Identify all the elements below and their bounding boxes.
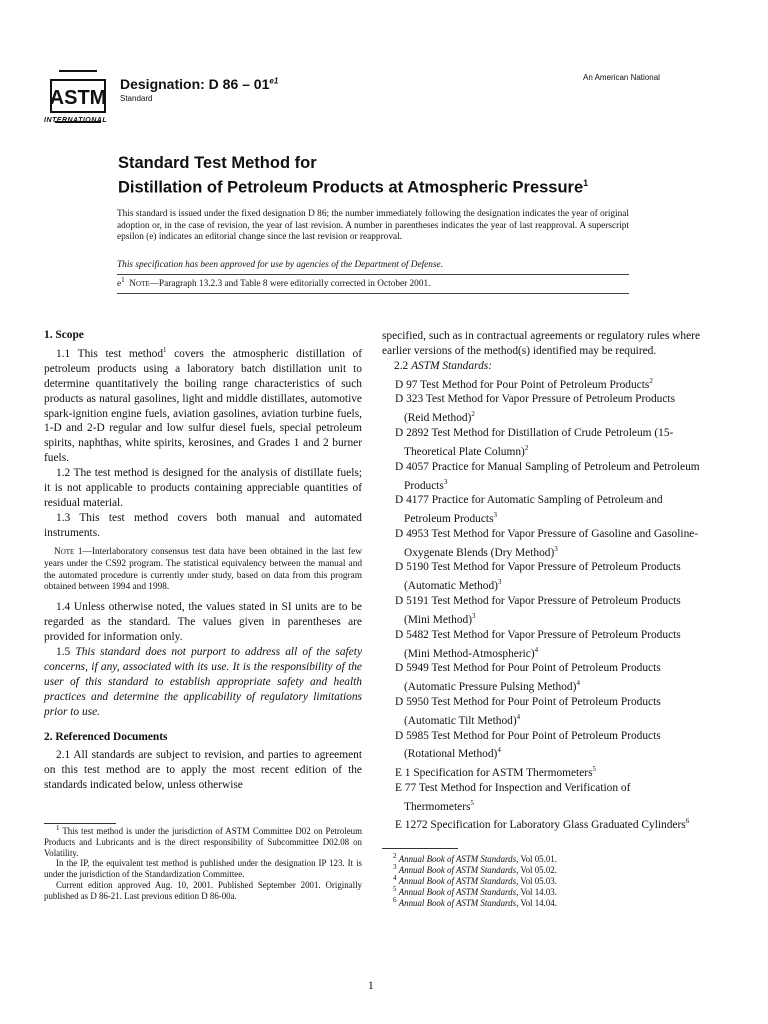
footnotes-left (44, 826, 362, 902)
footnote: $^5$ Annual Book of ASTM Standards, Vol 14.03. (393, 884, 557, 897)
footnote: $^6$ Annual Book of ASTM Standards, Vol 14.04. (393, 895, 557, 908)
editorial-note: $e^1$ Note—Paragraph 13.2.3 and Table 8 were editorially corrected in October 2001. (117, 275, 431, 289)
divider (117, 293, 629, 294)
standard-word: Standard (120, 94, 153, 103)
section-heading-referenced-documents: 2. Referenced Documents (44, 730, 168, 743)
dod-approval-statement: This specification has been approved for use by agencies of the Department of Defense. (117, 260, 444, 270)
reference-item: D 97 Test Method for Pour Point of Petroleum Products$^2$ (395, 376, 653, 391)
reference-item: D 5191 Test Method for Vapor Pressure of Petroleum Products (Mini Method)$^3$ (395, 595, 681, 626)
divider (117, 274, 629, 275)
paragraph-2-1: 2.1 All standards are subject to revision, and parties to agreement on this test method are to apply the most recent edition of the standards indicated below, unless otherwise (44, 749, 362, 792)
reference-item: D 4953 Test Method for Vapor Pressure of Gasoline and Gasoline-Oxygenate Blends (Dry Method)$^3$ (395, 527, 699, 559)
logo-text: ASTM (49, 87, 107, 109)
title-line1: Standard Test Method for (118, 154, 317, 172)
title-line2: Distillation of Petroleum Products at Atmospheric Pressure$^1$ (118, 178, 589, 197)
right-column (382, 329, 700, 833)
issuance-statement: This standard is issued under the fixed designation D 86; the number immediately following the designation indicates the year of original adoption or, in the case of revision, the year of last revision. A number in parentheses indicates the year of last reapproval. A superscript epsilon (e) indicates an editorial change since the last revision or reapproval. (117, 209, 629, 243)
footnote-rule (44, 823, 116, 824)
reference-item: E 1 Specification for ASTM Thermometers$^5$ (395, 765, 597, 779)
reference-item: D 5985 Test Method for Pour Point of Petroleum Products (Rotational Method)$^4$ (395, 729, 661, 761)
reference-item: D 4177 Practice for Automatic Sampling of Petroleum and Petroleum Products$^3$ (395, 494, 663, 525)
designation: Designation: D $86 - 01^{e1}$ (120, 76, 279, 92)
paragraph-1-1: 1.1 This test method$^1$ covers the atmospheric distillation of petroleum products using a laboratory batch distillation unit to determine quantitatively the boiling range characteristics of such products as natural gasolines, light and middle distillates, automotive spark-ignition engine fuels, aviation gasolines, aviation turbine fuels, 1-D and 2-D regular and low sulfur diesel fuels, special petroleum spirits, naphthas, white spirits, kerosines, and Grades 1 and 2 burner fuels. (44, 346, 362, 465)
footnotes-right (393, 854, 557, 909)
paragraph-1-5: 1.5 This standard does not purport to address all of the safety concerns, if any, associated with its use. It is the responsibility of the user of this standard to establish appropriate safety and health practices and determine the applicability of regulatory limitations prior to use. (44, 646, 362, 718)
reference-item: D 2892 Test Method for Distillation of Crude Petroleum (15-Theoretical Plate Column)$^2$ (395, 427, 674, 458)
footnote: $^1$ This test method is under the jurisdiction of ASTM Committee D02 on Petroleum Products and Lubricants and is the direct responsibility of Subcommittee D02.08 on Volatility. (44, 824, 362, 858)
reference-item: D 5190 Test Method for Vapor Pressure of Petroleum Products (Automatic Method)$^3$ (395, 561, 681, 593)
footnote: Current edition approved Aug. 10, 2001. Published September 2001. Originally published as D 86-21. Last previous edition D 86-00a. (44, 879, 362, 901)
reference-item: D 4057 Practice for Manual Sampling of Petroleum and Petroleum Products$^3$ (395, 460, 700, 492)
reference-item: E 1272 Specification for Laboratory Glass Graduated Cylinders$^6$ (395, 817, 690, 832)
note-1: Note 1—Interlaboratory consensus test data have been obtained in the last few years under the CS92 program. The statistical equivalency between the manual and the automated procedure is currently under study, based on data from this program obtained between 1994 and 1998. (44, 546, 362, 593)
reference-item: D 5949 Test Method for Pour Point of Petroleum Products (Automatic Pressure Pulsing Method)$^4$ (395, 662, 661, 693)
paragraph-1-3: 1.3 This test method covers both manual and automated instruments. (44, 511, 362, 539)
footnote: $^4$ Annual Book of ASTM Standards, Vol 05.03. (393, 873, 557, 886)
reference-item: E 77 Test Method for Inspection and Verification of Thermometers$^5$ (395, 781, 631, 813)
footnote: $^2$ Annual Book of ASTM Standards, Vol 05.01. (393, 852, 557, 864)
reference-item: D 323 Test Method for Vapor Pressure of Petroleum Products (Reid Method)$^2$ (395, 393, 676, 425)
paragraph-2-1-continued: specified, such as in contractual agreements or regulatory rules where earlier versions of the method(s) identified may be required. (382, 330, 700, 357)
section-heading-scope: 1. Scope (44, 329, 84, 341)
footnote-rule (382, 848, 458, 849)
reference-item: D 5482 Test Method for Vapor Pressure of Petroleum Products (Mini Method-Atmospheric)$^4$ (395, 628, 681, 660)
footnote: $^3$ Annual Book of ASTM Standards, Vol 05.02. (393, 862, 557, 875)
logo-subtext: INTERNATIONAL (44, 117, 108, 124)
left-column (44, 322, 362, 793)
astm-standards-list (382, 374, 700, 833)
reference-item: D 5950 Test Method for Pour Point of Petroleum Products (Automatic Tilt Method)$^4$ (395, 695, 661, 727)
paragraph-2-2: 2.2 ASTM Standards: (394, 359, 492, 372)
american-national-label: An American National (583, 73, 660, 82)
paragraph-1-2: 1.2 The test method is designed for the analysis of distillate fuels; it is not applicable to products containing appreciable quantities of residual material. (44, 467, 362, 509)
paragraph-1-4: 1.4 Unless otherwise noted, the values stated in SI units are to be regarded as the standard. The values given in parentheses are provided for information only. (44, 601, 362, 644)
page-number: 1 (368, 980, 374, 992)
footnote: In the IP, the equivalent test method is published under the designation IP 123. It is under the jurisdiction of the Standardization Committee. (44, 858, 362, 880)
